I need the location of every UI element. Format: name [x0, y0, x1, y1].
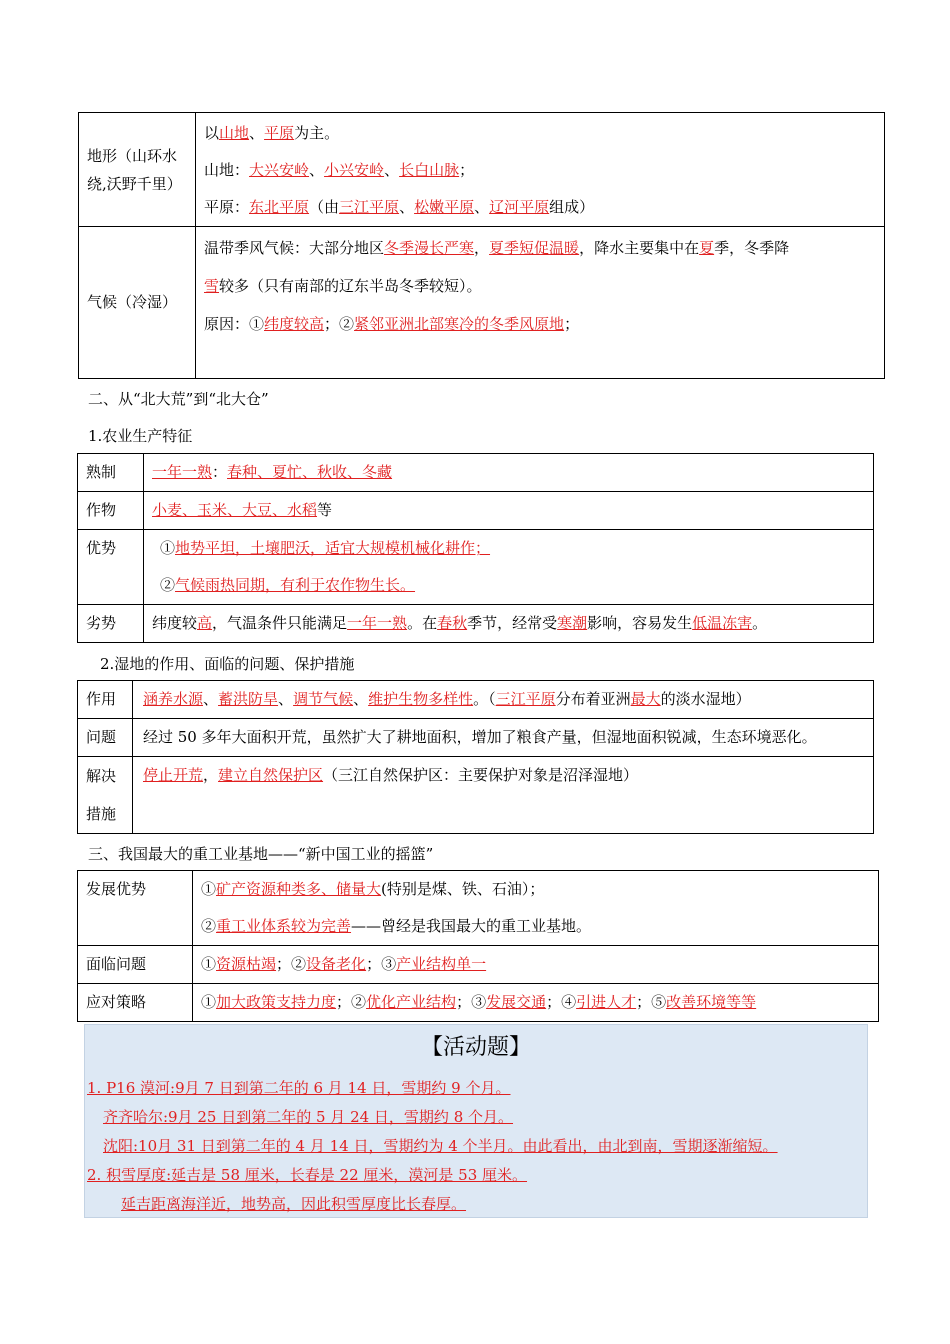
activity-box — [84, 1024, 868, 1218]
table-row — [78, 492, 874, 530]
activity-line: 齐齐哈尔:9月 25 日到第二年的 5 月 24 日，雪期约 8 个月。 — [103, 1108, 514, 1126]
row-head: 优势 — [78, 530, 144, 605]
plain-text: 、 — [353, 690, 369, 708]
activity-title: 【活动题】 — [420, 1035, 531, 1060]
answer-text: 发展交通 — [486, 993, 547, 1011]
table-row — [78, 681, 874, 719]
answer-text: 调节气候 — [293, 690, 354, 708]
plain-text: 原因：① — [204, 315, 265, 333]
answer-text: 改善环境等等 — [666, 993, 757, 1011]
plain-text: （三江自然保护区：主要保护对象是沼泽湿地） — [323, 766, 639, 784]
answer-text: 高 — [197, 614, 213, 632]
text-line — [204, 152, 876, 189]
plain-text: 。 — [752, 614, 768, 632]
text-line — [204, 189, 876, 226]
table-row — [79, 113, 885, 227]
answer-text: 大兴安岭 — [249, 161, 310, 179]
activity-line: 2. 积雪厚度:延吉是 58 厘米，长春是 22 厘米，漠河是 53 厘米。 — [87, 1166, 528, 1184]
answer-text: 加大政策支持力度 — [216, 993, 337, 1011]
text-line — [201, 871, 870, 908]
plain-text: 纬度较 — [152, 614, 198, 632]
plain-text: ；③ — [456, 993, 487, 1011]
row-head: 熟制 — [78, 454, 144, 492]
table-row — [78, 719, 874, 757]
plain-text: ① — [201, 993, 217, 1011]
answer-text: 纬度较高 — [264, 315, 325, 333]
table-row — [78, 530, 874, 605]
answer-text: 小兴安岭 — [324, 161, 385, 179]
row-head-terrain: 地形（山环水绕,沃野千里） — [79, 113, 196, 227]
table-row — [78, 454, 874, 492]
text-line — [160, 530, 865, 567]
row-body-climate — [196, 227, 885, 379]
table-row — [78, 605, 874, 643]
plain-text: ——曾经是我国最大的重工业基地。 — [351, 917, 592, 935]
plain-text: ： — [212, 463, 228, 481]
answer-text: 三江平原 — [495, 690, 556, 708]
row-body — [144, 530, 874, 605]
answer-text: 小麦、玉米、大豆、水稻 — [152, 501, 318, 519]
answer-text: 山地 — [219, 124, 250, 142]
plain-text: 、 — [309, 161, 325, 179]
plain-text: 、 — [203, 690, 219, 708]
plain-text: 经过 50 多年大面积开荒，虽然扩大了耕地面积，增加了粮食产量，但湿地面积锐减，生态环境恶化。 — [143, 728, 817, 746]
plain-text: 季节，经常受 — [467, 614, 558, 632]
text-line — [201, 984, 870, 1021]
plain-text: 、 — [384, 161, 400, 179]
answer-text: 夏季短促温暖 — [489, 239, 580, 257]
plain-text: ② — [201, 917, 217, 935]
row-head: 作用 — [78, 681, 133, 719]
row-head: 问题 — [78, 719, 133, 757]
answer-text: 紧邻亚洲北部寒冷的冬季风原地 — [354, 315, 565, 333]
row-body-terrain — [196, 113, 885, 227]
answer-text: 平原 — [264, 124, 295, 142]
plain-text: ； — [459, 161, 475, 179]
plain-text: 季，冬季降 — [714, 239, 790, 257]
answer-text: 产业结构单一 — [396, 955, 487, 973]
answer-text: 松嫩平原 — [414, 198, 475, 216]
row-head: 劣势 — [78, 605, 144, 643]
plain-text: ① — [201, 955, 217, 973]
answer-text: 蓄洪防旱 — [218, 690, 279, 708]
answer-text: 雪 — [204, 277, 220, 295]
answer-text: 春种、夏忙、秋收、冬藏 — [227, 463, 393, 481]
row-body — [193, 946, 879, 984]
plain-text: （由 — [309, 198, 340, 216]
plain-text: 、 — [474, 198, 490, 216]
section-3-title: 三、我国最大的重工业基地——“新中国工业的摇篮” — [88, 845, 434, 863]
row-head-climate: 气候（冷湿） — [79, 227, 196, 379]
row-head: 解决措施 — [78, 757, 133, 834]
table-row — [79, 227, 885, 379]
text-line — [152, 454, 865, 491]
answer-text: 东北平原 — [249, 198, 310, 216]
plain-text: ① — [160, 539, 176, 557]
table-row — [78, 984, 879, 1022]
activity-line: 延吉距离海洋近，地势高，因此积雪厚度比长春厚。 — [121, 1195, 467, 1213]
table-terrain-climate — [78, 112, 885, 379]
plain-text: (特别是煤、铁、石油）； — [381, 880, 545, 898]
plain-text: 为主。 — [294, 124, 340, 142]
plain-text: ；⑤ — [636, 993, 667, 1011]
answer-text: 冬季漫长严寒 — [384, 239, 475, 257]
text-line — [204, 115, 876, 152]
plain-text: 影响，容易发生 — [587, 614, 693, 632]
plain-text: 、 — [399, 198, 415, 216]
text-line — [143, 719, 865, 756]
activity-line: 1. P16 漠河:9月 7 日到第二年的 6 月 14 日，雪期约 9 个月。 — [87, 1079, 511, 1097]
plain-text: 平原： — [204, 198, 250, 216]
text-line — [143, 757, 865, 794]
section-2-title: 二、从“北大荒”到“北大仓” — [88, 390, 269, 408]
row-head: 作物 — [78, 492, 144, 530]
plain-text: 。（ — [473, 690, 496, 708]
plain-text: 温带季风气候：大部分地区 — [204, 239, 385, 257]
row-body — [144, 492, 874, 530]
table-industry — [77, 870, 879, 1022]
text-line — [204, 229, 876, 267]
text-line — [152, 605, 865, 642]
answer-text: 涵养水源 — [143, 690, 204, 708]
answer-text: 停止开荒 — [143, 766, 204, 784]
answer-text: 最大 — [630, 690, 661, 708]
text-line — [201, 908, 870, 945]
answer-text: 优化产业结构 — [366, 993, 457, 1011]
plain-text: ；④ — [546, 993, 577, 1011]
plain-text: ， — [203, 766, 219, 784]
answer-text: 气候雨热同期，有利于农作物生长。 — [175, 576, 416, 594]
plain-text: ；③ — [366, 955, 397, 973]
answer-text: 地势平坦，土壤肥沃，适宜大规模机械化耕作； — [175, 539, 491, 557]
plain-text: 。在 — [407, 614, 438, 632]
answer-text: 一年一熟 — [152, 463, 213, 481]
row-head: 发展优势 — [78, 871, 193, 946]
answer-text: 辽河平原 — [489, 198, 550, 216]
row-body — [144, 605, 874, 643]
plain-text: 组成） — [549, 198, 595, 216]
row-body — [193, 984, 879, 1022]
row-head: 应对策略 — [78, 984, 193, 1022]
text-line — [204, 267, 876, 305]
table-wetland — [77, 680, 874, 834]
plain-text: 等 — [317, 501, 333, 519]
plain-text: 的淡水湿地） — [660, 690, 751, 708]
answer-text: 一年一熟 — [347, 614, 408, 632]
plain-text: ；② — [276, 955, 307, 973]
plain-text: 较多（只有南部的辽东半岛冬季较短）。 — [219, 277, 482, 295]
answer-text: 寒潮 — [557, 614, 588, 632]
section-2-subtitle-agriculture: 1.农业生产特征 — [88, 427, 193, 445]
plain-text: 分布着亚洲 — [555, 690, 631, 708]
text-line — [204, 305, 876, 343]
plain-text: ；② — [324, 315, 355, 333]
plain-text: ； — [564, 315, 580, 333]
plain-text: ，降水主要集中在 — [579, 239, 700, 257]
plain-text: ；② — [336, 993, 367, 1011]
answer-text: 矿产资源种类多、储量大 — [216, 880, 382, 898]
answer-text: 春秋 — [437, 614, 468, 632]
plain-text: 山地： — [204, 161, 250, 179]
answer-text: 低温冻害 — [692, 614, 753, 632]
plain-text: 以 — [204, 124, 220, 142]
row-body — [133, 681, 874, 719]
answer-text: 设备老化 — [306, 955, 367, 973]
table-row — [78, 946, 879, 984]
text-line — [143, 681, 865, 718]
row-body — [133, 757, 874, 834]
answer-text: 长白山脉 — [399, 161, 460, 179]
plain-text: 、 — [278, 690, 294, 708]
answer-text: 三江平原 — [339, 198, 400, 216]
row-body — [144, 454, 874, 492]
row-body — [193, 871, 879, 946]
table-agriculture — [77, 453, 874, 643]
plain-text: ① — [201, 880, 217, 898]
row-head: 面临问题 — [78, 946, 193, 984]
plain-text: ，气温条件只能满足 — [212, 614, 348, 632]
text-line — [201, 946, 870, 983]
text-line — [160, 567, 865, 604]
answer-text: 维护生物多样性 — [368, 690, 474, 708]
table-row — [78, 757, 874, 834]
answer-text: 引进人才 — [576, 993, 637, 1011]
table-row — [78, 871, 879, 946]
answer-text: 重工业体系较为完善 — [216, 917, 352, 935]
text-line — [152, 492, 865, 529]
plain-text: 、 — [249, 124, 265, 142]
plain-text: ， — [474, 239, 490, 257]
answer-text: 夏 — [699, 239, 715, 257]
row-body — [133, 719, 874, 757]
answer-text: 建立自然保护区 — [218, 766, 324, 784]
section-2-subtitle-wetland: 2.湿地的作用、面临的问题、保护措施 — [100, 655, 355, 673]
activity-line: 沈阳:10月 31 日到第二年的 4 月 14 日，雪期约为 4 个半月。由此看出，由北到南，雪期逐渐缩短。 — [103, 1137, 778, 1155]
answer-text: 资源枯竭 — [216, 955, 277, 973]
plain-text: ② — [160, 576, 176, 594]
